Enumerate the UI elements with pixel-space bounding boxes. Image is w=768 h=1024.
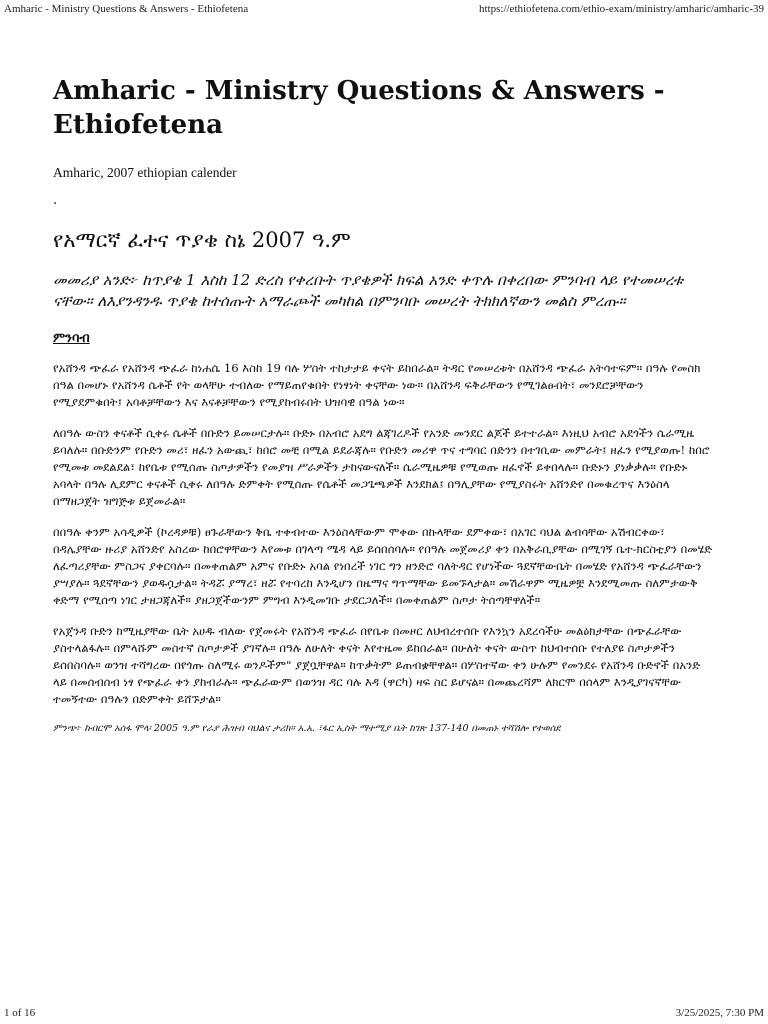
print-footer — [4, 1007, 764, 1019]
exam-instructions: መመሪያ አንድ፦ ከጥያቄ 1 እስከ 12 ድረስ የቀረቡት ጥያቄዎች ክፍል አንድ ቀጥሉ በቀረበው ምንባብ ላይ የተመሠረቱ ናቸው። ለእያንዳንዱ ጥያቄ ከተሰጡት አማራጮች መካከል በምንባቡ መሠረት ትክክለኛውን መልስ ምረጡ። — [53, 271, 684, 310]
source-note: ምንጭ፦ ከብርሞ አሰፋ ሞላ፡ 2005 ዓ.ም የራያ ሕዝብ ባህልና ታሪክ። አ.አ. ፣ፋር ኢስት ማተሚያ ቤት ከገጽ 137-140 በመጠኑ ተሻሽሎ የተወሰደ — [53, 723, 561, 734]
page-title: Amharic - Ministry Questions & Answers - Ethiofetena — [53, 76, 665, 140]
separator-dot: . — [53, 193, 58, 208]
page-subtitle: Amharic, 2007 ethiopian calender — [53, 165, 237, 180]
page-counter: 1 of 16 — [4, 1007, 36, 1019]
passage-label: ምንባብ — [53, 331, 90, 346]
print-header-url[interactable]: https://ethiofetena.com/ethio-exam/ministry/amharic/amharic-39 — [479, 3, 764, 15]
article — [53, 74, 715, 736]
passage-paragraph: በበዓሉ ቀንም አሳዲዎች (ኮረዳዎቹ) ፀጉራቸውን ቅቤ ተቀብተው እንዕስላቸውም ሞቀው በኩላቸው ደምቀው፣ በአገር ባህል ልብሳቸው አሽብርቀው፣ በዳሌያቸው ዙሪያ አሸንድየ አስረው ከበሮዋቸውን እየመቱ በገላጣ ሜዳ ላይ ይሰበሰባሉ። የበዓሉ መጀመሪያ ቀን በአቅራቢያቸው በሚገኝ ቤተ-ክርስቲያን በመሄድ ለፈጣሪያቸው ምስጋና ያቀርባሉ። በመቀጠልም አምና የቡድኑ አባል የነበረች ነገር ግን ዘንድሮ ባለትዳር የሆነችው ጓደኛቸውቤት በመሄድ የአሸንዳ ጭፈራቸውን ያሣያሉ። ጓደኛቸውን ያወዱሷታል። ትዳሯ ያማረ፣ ዘሯ የተባረከ እንዲሆን በዜማና ግጥማቸው ይመኙላታል። መሽራዋም ሚዜዎቿ እንደሚመጡ ስለምታውቅ ቀድማ የሚሰጣ ነገር ታዘጋጃለች። ያዘጋጀችውንም ምግብ እንዲመገቡ ታደርጋለች። በመቀጠልም ስጦታ ትሰጣቸዋለች። — [53, 525, 713, 607]
exam-heading: የአማርኛ ፈተና ጥያቄ ስኔ 2007 ዓ.ም — [53, 228, 351, 252]
passage-paragraph: ለበዓሉ ውስን ቀናቶች ሲቀሩ ሴቶች በቡድን ይመሠርታሉ። ቡድኑ በአብሮ አደግ ልጃገረዶች የአንድ መንደር ልጆች ይተተራል። እነዚህ አብሮ አደጎችን ሴራሚዜ ይባለሉ። በቡድንም የቡድን መሪ፣ ዘፈን አውጪ፣ ከበሮ መቺ በሚል ይደራጃሉ። የቡድን መሪዋ ጥና ተግባር በድንን በተገቢው መምራት፤ ዘፈን የሚያወጡ! ከበሮ የሚመቱ መደልደል፣ ከየቤቱ የሚሰጡ ስጦታዎችን የመያዝ ሥራዎችን ታከናውናለች። ሴራሚዜዎቹ የሚወጡ ዘፈኖች ይቀበላሉ። ቡድኑን ያነቃቃሉ። የቡድኑ አባላት በዓሉ ሊደምር ቀናቶች ሲቀሩ ለበዓሉ ድምቀት የሚሰጡ የሴቶች መጋጌጫዎች እንደክል፤ በዓሊያቸው የሚያስሩት አሸንድየ በመቁረጥና እንዕስላ በማዘጋጀት ዝግጅቱ ይጀመራል። — [53, 426, 710, 508]
print-timestamp: 3/25/2025, 7:30 PM — [675, 1007, 764, 1019]
print-header-title: Amharic - Ministry Questions & Answers - Ethiofetena — [4, 3, 249, 15]
print-header — [4, 3, 764, 15]
passage-paragraph: የአሸንዳ ጭፈራ የአሸንዳ ጭፈራ ከነሐሴ 16 እስከ 19 ባሉ ሦስት ተከታታይ ቀናት ይከበራል። ትዳር የመሠረቱት በአሸንዳ ጭፈራ አትሳተፍም። በዓሉ የመስክ በዓል በመሆኑ የአሸንዳ ሴቶች የት ወላቸሁ ተብለው የማይጠየቁበት የነፃነት ቀናቸው ነው። በአሸንዳ ፍቅራቸውን የሚገልፁበት፣ መንደሮቻቸውን የሚያደምቁበት፤ አባቶቻቸውን እና እናቶቻቸውን የሚያከብሩበት ህዝባዊ በዓል ነው። — [53, 361, 701, 409]
passage-paragraph: የአጀንዳ ቡድን ከሚዜያቸው ቤት አሀዱ ብለው የጀመሩት የአሸንዳ ጭፈራ በየቤቱ በመዞር ለህብረተሰቡ የእንኳን አደረሳችሁ መልዕክታቸው በጭፈራቸው ያስተላልፋሉ። በምላሹም መስተኛ ስጦታዎች ያገኛሉ። በዓሉ ለሁለት ቀናት እየተዜመ ይከበራል። በሁለት ቀናት ውስጥ ከህብተሰቡ የተለያዩ ስጦታዎችን ይሰበስባሉ። ወንዝ ተሻግረው በየጎጡ ስለሚሩ ወንዶችም" ያጀቧቸዋል። ከጥቃትም ይጠብቋቸዋል። በሦስተኛው ቀን ሁሉም የመንደሩ የአሸንዳ ቡድኖች በአንድ ላይ በመሰብሰብ ነፃ የጭፈራ ቀን ያከብራሉ። ጭፈራውም በወንዝ ዳር ባሉ እዳ (ዋርካ) ዛፍ ስር ይሆናል። በመጨረሻም ለክርሞ በሰላም እንዲያገናኛቸው ተመኝተው በዓሉን በድምቀት ይሸኙታል። — [53, 624, 701, 706]
